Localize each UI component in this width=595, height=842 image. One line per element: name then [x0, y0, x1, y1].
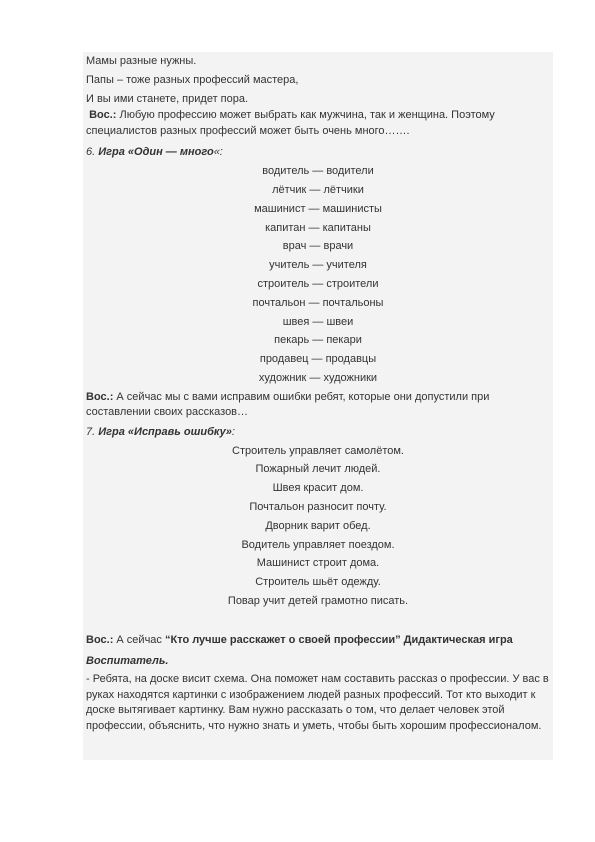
mistake-sentence: Пожарный лечит людей. [255, 463, 381, 476]
word-pair: водитель — водители [262, 165, 374, 178]
mistake-sentence: Дворник варит обед. [265, 519, 371, 532]
mistake-sentence: Строитель шьёт одежду. [255, 576, 381, 589]
game-number: 6. [86, 146, 99, 159]
word-pair: художник — художники [258, 371, 378, 384]
spacer [86, 611, 550, 631]
teacher-remark-2 [86, 390, 550, 421]
mistake-sentence: Машинист строит дома. [256, 557, 380, 570]
game-name: “Кто лучше расскажет о своей профессии” Дидактическая игра [164, 633, 513, 646]
word-pair: машинист — машинисты [254, 202, 382, 215]
final-paragraph: - Ребята, на доске висит схема. Она поможет нам составить рассказ о профессии. У вас в руках находятся картинки с изображением людей разных профессий. Тот кто выходит к доске вытягивает картинку. Вам нужно рассказать о том, что делает человек этой профессии, объяснить, что нужно знать и уметь, чтобы быть хорошим профессионалом. [86, 673, 549, 732]
poem-line: И вы ими станете, придет пора. [86, 92, 249, 105]
game-title: Игра «Исправь ошибку» [98, 425, 232, 438]
game-title: Игра «Один — много [98, 146, 214, 159]
mistake-sentence: Повар учит детей грамотно писать. [227, 594, 409, 607]
game-tail: : [231, 425, 235, 438]
poem-line: Мамы разные нужны. [86, 55, 197, 67]
game-number: 7. [86, 425, 99, 438]
poem-line: Папы – тоже разных профессий мастера, [86, 73, 299, 86]
word-pair: швея — швеи [282, 315, 354, 328]
mistake-sentence: Водитель управляет поездом. [241, 538, 395, 551]
teacher-remark-1 [86, 108, 550, 139]
game-6-heading [86, 143, 550, 162]
voc-label: Вос.: [89, 109, 117, 122]
mistake-sentence: Строитель управляет самолётом. [232, 444, 404, 457]
remark-text: А сейчас [113, 633, 165, 646]
word-pairs-list [86, 162, 550, 388]
game-7-heading [86, 423, 550, 442]
mistakes-list [86, 442, 550, 611]
voc-label: Вос.: [86, 390, 114, 403]
teacher-label: Воспитатель. [86, 654, 169, 667]
word-pair: пекарь — пекари [274, 334, 362, 347]
word-pair: почтальон — почтальоны [252, 296, 384, 309]
word-pair: лётчик — лётчики [272, 183, 364, 196]
word-pair: продавец — продавцы [259, 353, 377, 366]
mistake-sentence: Почтальон разносит почту. [249, 500, 387, 513]
remark-text: А сейчас мы с вами исправим ошибки ребят, которые они допустили при составлении своих рассказов… [86, 390, 490, 419]
document-page [83, 52, 553, 760]
game-tail: «: [213, 146, 223, 159]
word-pair: учитель — учителя [269, 259, 367, 272]
voc-label: Вос.: [86, 633, 114, 646]
mistake-sentence: Швея красит дом. [272, 482, 364, 495]
word-pair: строитель — строители [257, 277, 379, 290]
remark-text: Любую профессию может выбрать как мужчина, так и женщина. Поэтому специалистов разных профессий может быть очень много……. [86, 109, 495, 137]
teacher-remark-3 [86, 631, 550, 650]
word-pair: врач — врачи [282, 240, 354, 253]
word-pair: капитан — капитаны [265, 221, 371, 234]
